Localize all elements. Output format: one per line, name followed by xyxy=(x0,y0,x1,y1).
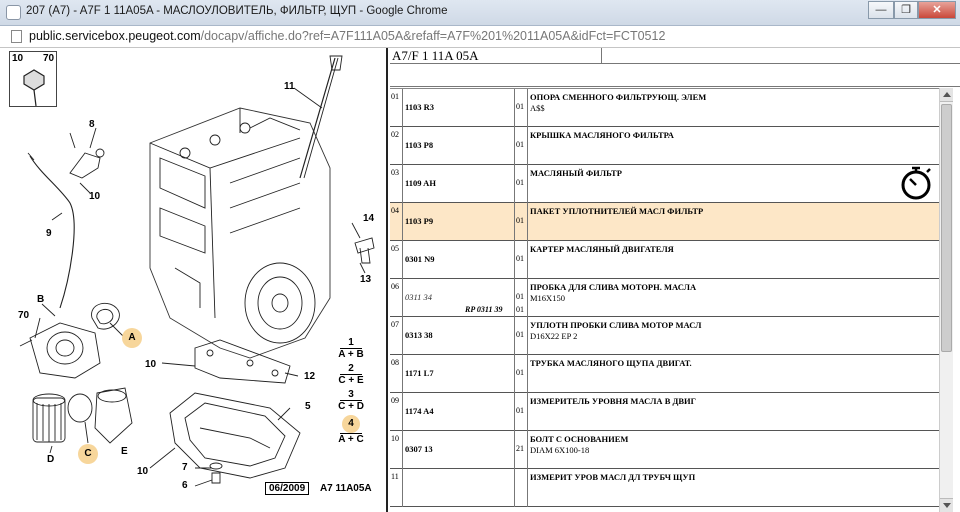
stopwatch-icon[interactable] xyxy=(900,163,934,201)
table-row[interactable] xyxy=(390,279,939,317)
part-reference[interactable]: 1103 P9 xyxy=(405,216,434,226)
part-reference[interactable]: 1174 A4 xyxy=(405,406,434,416)
bolt-detail-box xyxy=(9,51,57,107)
callout-70: 70 xyxy=(18,310,30,321)
url-host: public.servicebox.peugeot.com xyxy=(29,29,201,43)
part-reference[interactable]: 1103 P8 xyxy=(405,140,434,150)
legend-kit: A + B xyxy=(338,349,364,360)
table-row[interactable] xyxy=(390,241,939,279)
part-name: КАРТЕР МАСЛЯНЫЙ ДВИГАТЕЛЯ xyxy=(530,244,674,254)
callout-8: 8 xyxy=(89,119,95,130)
arrow-up-icon xyxy=(943,92,951,97)
legend-kit: C + E xyxy=(338,375,364,386)
part-name: УПЛОТН ПРОБКИ СЛИВА МОТОР МАСЛ xyxy=(530,320,702,330)
part-reference[interactable]: 0313 38 xyxy=(405,330,433,340)
footer-date: 06/2009 xyxy=(265,482,309,495)
part-name: КРЫШКА МАСЛЯНОГО ФИЛЬТРА xyxy=(530,130,674,140)
callout-9: 9 xyxy=(46,228,52,239)
part-reference[interactable]: 0301 N9 xyxy=(405,254,435,264)
row-number: 09 xyxy=(391,396,399,405)
header-spacer xyxy=(390,64,960,87)
arrow-down-icon xyxy=(943,503,951,508)
callout-12: 12 xyxy=(304,371,316,382)
parts-list-panel xyxy=(390,48,960,512)
legend-kit: A + C xyxy=(338,434,364,445)
table-cell xyxy=(515,469,528,507)
part-quantity: 01 xyxy=(516,254,524,263)
footer-ref: A7 11A05A xyxy=(319,483,372,494)
part-quantity: 01 xyxy=(516,140,524,149)
reference-code: A7/F 1 11A 05A xyxy=(392,48,479,63)
close-button[interactable]: ✕ xyxy=(918,1,956,19)
part-quantity: 01 xyxy=(516,178,524,187)
table-cell xyxy=(403,469,515,507)
window-title: 207 (A7) - A7F 1 11A05A - МАСЛОУЛОВИТЕЛЬ, ФИЛЬТР, ЩУП - Google Chrome xyxy=(26,5,448,17)
diagram-footer xyxy=(265,482,372,495)
part-quantity: 01 xyxy=(516,368,524,377)
callout-C: C xyxy=(78,444,98,464)
callout-10-top: 10 xyxy=(89,191,101,202)
row-number: 11 xyxy=(391,472,399,481)
kit-legend xyxy=(334,337,368,445)
part-reference[interactable]: 1103 R3 xyxy=(405,102,435,112)
table-row[interactable] xyxy=(390,127,939,165)
url-path: /docapv/affiche.do?ref=A7F111A05A&refaff=A7F%201%2011A05A&idFct=FCT0512 xyxy=(200,29,666,43)
table-row[interactable] xyxy=(390,469,939,507)
callout-10-middle: 10 xyxy=(145,359,157,370)
part-spec: M16X150 xyxy=(530,293,565,303)
part-spec: A$$ xyxy=(530,103,545,113)
part-spec: D16X22 EP 2 xyxy=(530,331,578,341)
callout-A: A xyxy=(122,328,142,348)
callout-10-bottom: 10 xyxy=(137,466,149,477)
corner-label-10: 10 xyxy=(12,53,24,64)
row-number: 08 xyxy=(391,358,399,367)
callout-7: 7 xyxy=(182,462,188,473)
row-number: 03 xyxy=(391,168,399,177)
scroll-thumb[interactable] xyxy=(941,104,952,352)
legend-number: 1 xyxy=(348,337,354,348)
scroll-down-button[interactable] xyxy=(940,498,953,512)
callout-B: B xyxy=(37,294,45,305)
part-quantity: 01 xyxy=(516,406,524,415)
part-reference[interactable]: 0311 34 xyxy=(405,292,432,302)
restore-button[interactable]: ❐ xyxy=(894,1,918,19)
parts-diagram xyxy=(0,48,388,512)
callout-13: 13 xyxy=(360,274,372,285)
part-quantity: 01 xyxy=(516,216,524,225)
corner-label-70: 70 xyxy=(43,53,55,64)
minimize-button[interactable]: — xyxy=(868,1,894,19)
legend-number-highlighted: 4 xyxy=(342,415,360,433)
table-row[interactable] xyxy=(390,393,939,431)
row-number: 04 xyxy=(391,206,399,215)
legend-number: 3 xyxy=(348,389,354,400)
table-row[interactable] xyxy=(390,203,939,241)
row-number: 06 xyxy=(391,282,399,291)
page-icon xyxy=(11,30,22,43)
row-number: 01 xyxy=(391,92,399,101)
window-titlebar xyxy=(0,0,960,26)
part-quantity-1: 01 xyxy=(516,292,524,301)
exploded-engine-drawing xyxy=(0,48,388,512)
part-quantity: 01 xyxy=(516,102,524,111)
address-bar[interactable] xyxy=(0,26,960,48)
url-text[interactable] xyxy=(29,29,665,43)
part-name: ПРОБКА ДЛЯ СЛИВА МОТОРН. МАСЛА xyxy=(530,282,697,292)
legend-number: 2 xyxy=(348,363,354,374)
callout-14: 14 xyxy=(363,213,375,224)
table-row[interactable] xyxy=(390,431,939,469)
part-quantity-2: 01 xyxy=(516,305,524,314)
bolt-icon xyxy=(10,52,58,108)
part-reference[interactable]: 0307 13 xyxy=(405,444,433,454)
header-divider xyxy=(601,48,602,64)
part-name: ОПОРА СМЕННОГО ФИЛЬТРУЮЩ. ЭЛЕМ xyxy=(530,92,707,102)
part-spec: DIAM 6X100-18 xyxy=(530,445,590,455)
scroll-up-button[interactable] xyxy=(940,88,953,102)
reference-header xyxy=(390,48,960,64)
part-name: ТРУБКА МАСЛЯНОГО ЩУПА ДВИГАТ. xyxy=(530,358,692,368)
part-reference[interactable]: 1109 AH xyxy=(405,178,436,188)
callout-5: 5 xyxy=(305,401,311,412)
part-quantity: 01 xyxy=(516,330,524,339)
part-quantity: 21 xyxy=(516,444,524,453)
row-number: 07 xyxy=(391,320,399,329)
table-row[interactable] xyxy=(390,165,939,203)
table-row[interactable] xyxy=(390,355,939,393)
part-name: БОЛТ С ОСНОВАНИЕМ xyxy=(530,434,629,444)
table-row[interactable] xyxy=(390,317,939,355)
part-name: ИЗМЕРИТЕЛЬ УРОВНЯ МАСЛА В ДВИГ xyxy=(530,396,697,406)
vertical-scrollbar[interactable] xyxy=(939,88,953,512)
part-name: ПАКЕТ УПЛОТНИТЕЛЕЙ МАСЛ ФИЛЬТР xyxy=(530,206,704,216)
row-number: 02 xyxy=(391,130,399,139)
part-name: МАСЛЯНЫЙ ФИЛЬТР xyxy=(530,168,622,178)
replacement-reference[interactable]: RP 0311 39 xyxy=(465,305,503,314)
callout-6: 6 xyxy=(182,480,188,491)
row-number: 05 xyxy=(391,244,399,253)
part-name: ИЗМЕРИТ УРОВ МАСЛ ДЛ ТРУБЧ ЩУП xyxy=(530,472,696,482)
table-row[interactable] xyxy=(390,89,939,127)
page-icon xyxy=(6,5,21,20)
legend-kit: C + D xyxy=(338,401,364,412)
callout-11: 11 xyxy=(284,81,295,92)
callout-E: E xyxy=(121,446,128,457)
callout-D: D xyxy=(47,454,55,465)
part-reference[interactable]: 1171 L7 xyxy=(405,368,434,378)
parts-table xyxy=(390,88,939,512)
row-number: 10 xyxy=(391,434,399,443)
